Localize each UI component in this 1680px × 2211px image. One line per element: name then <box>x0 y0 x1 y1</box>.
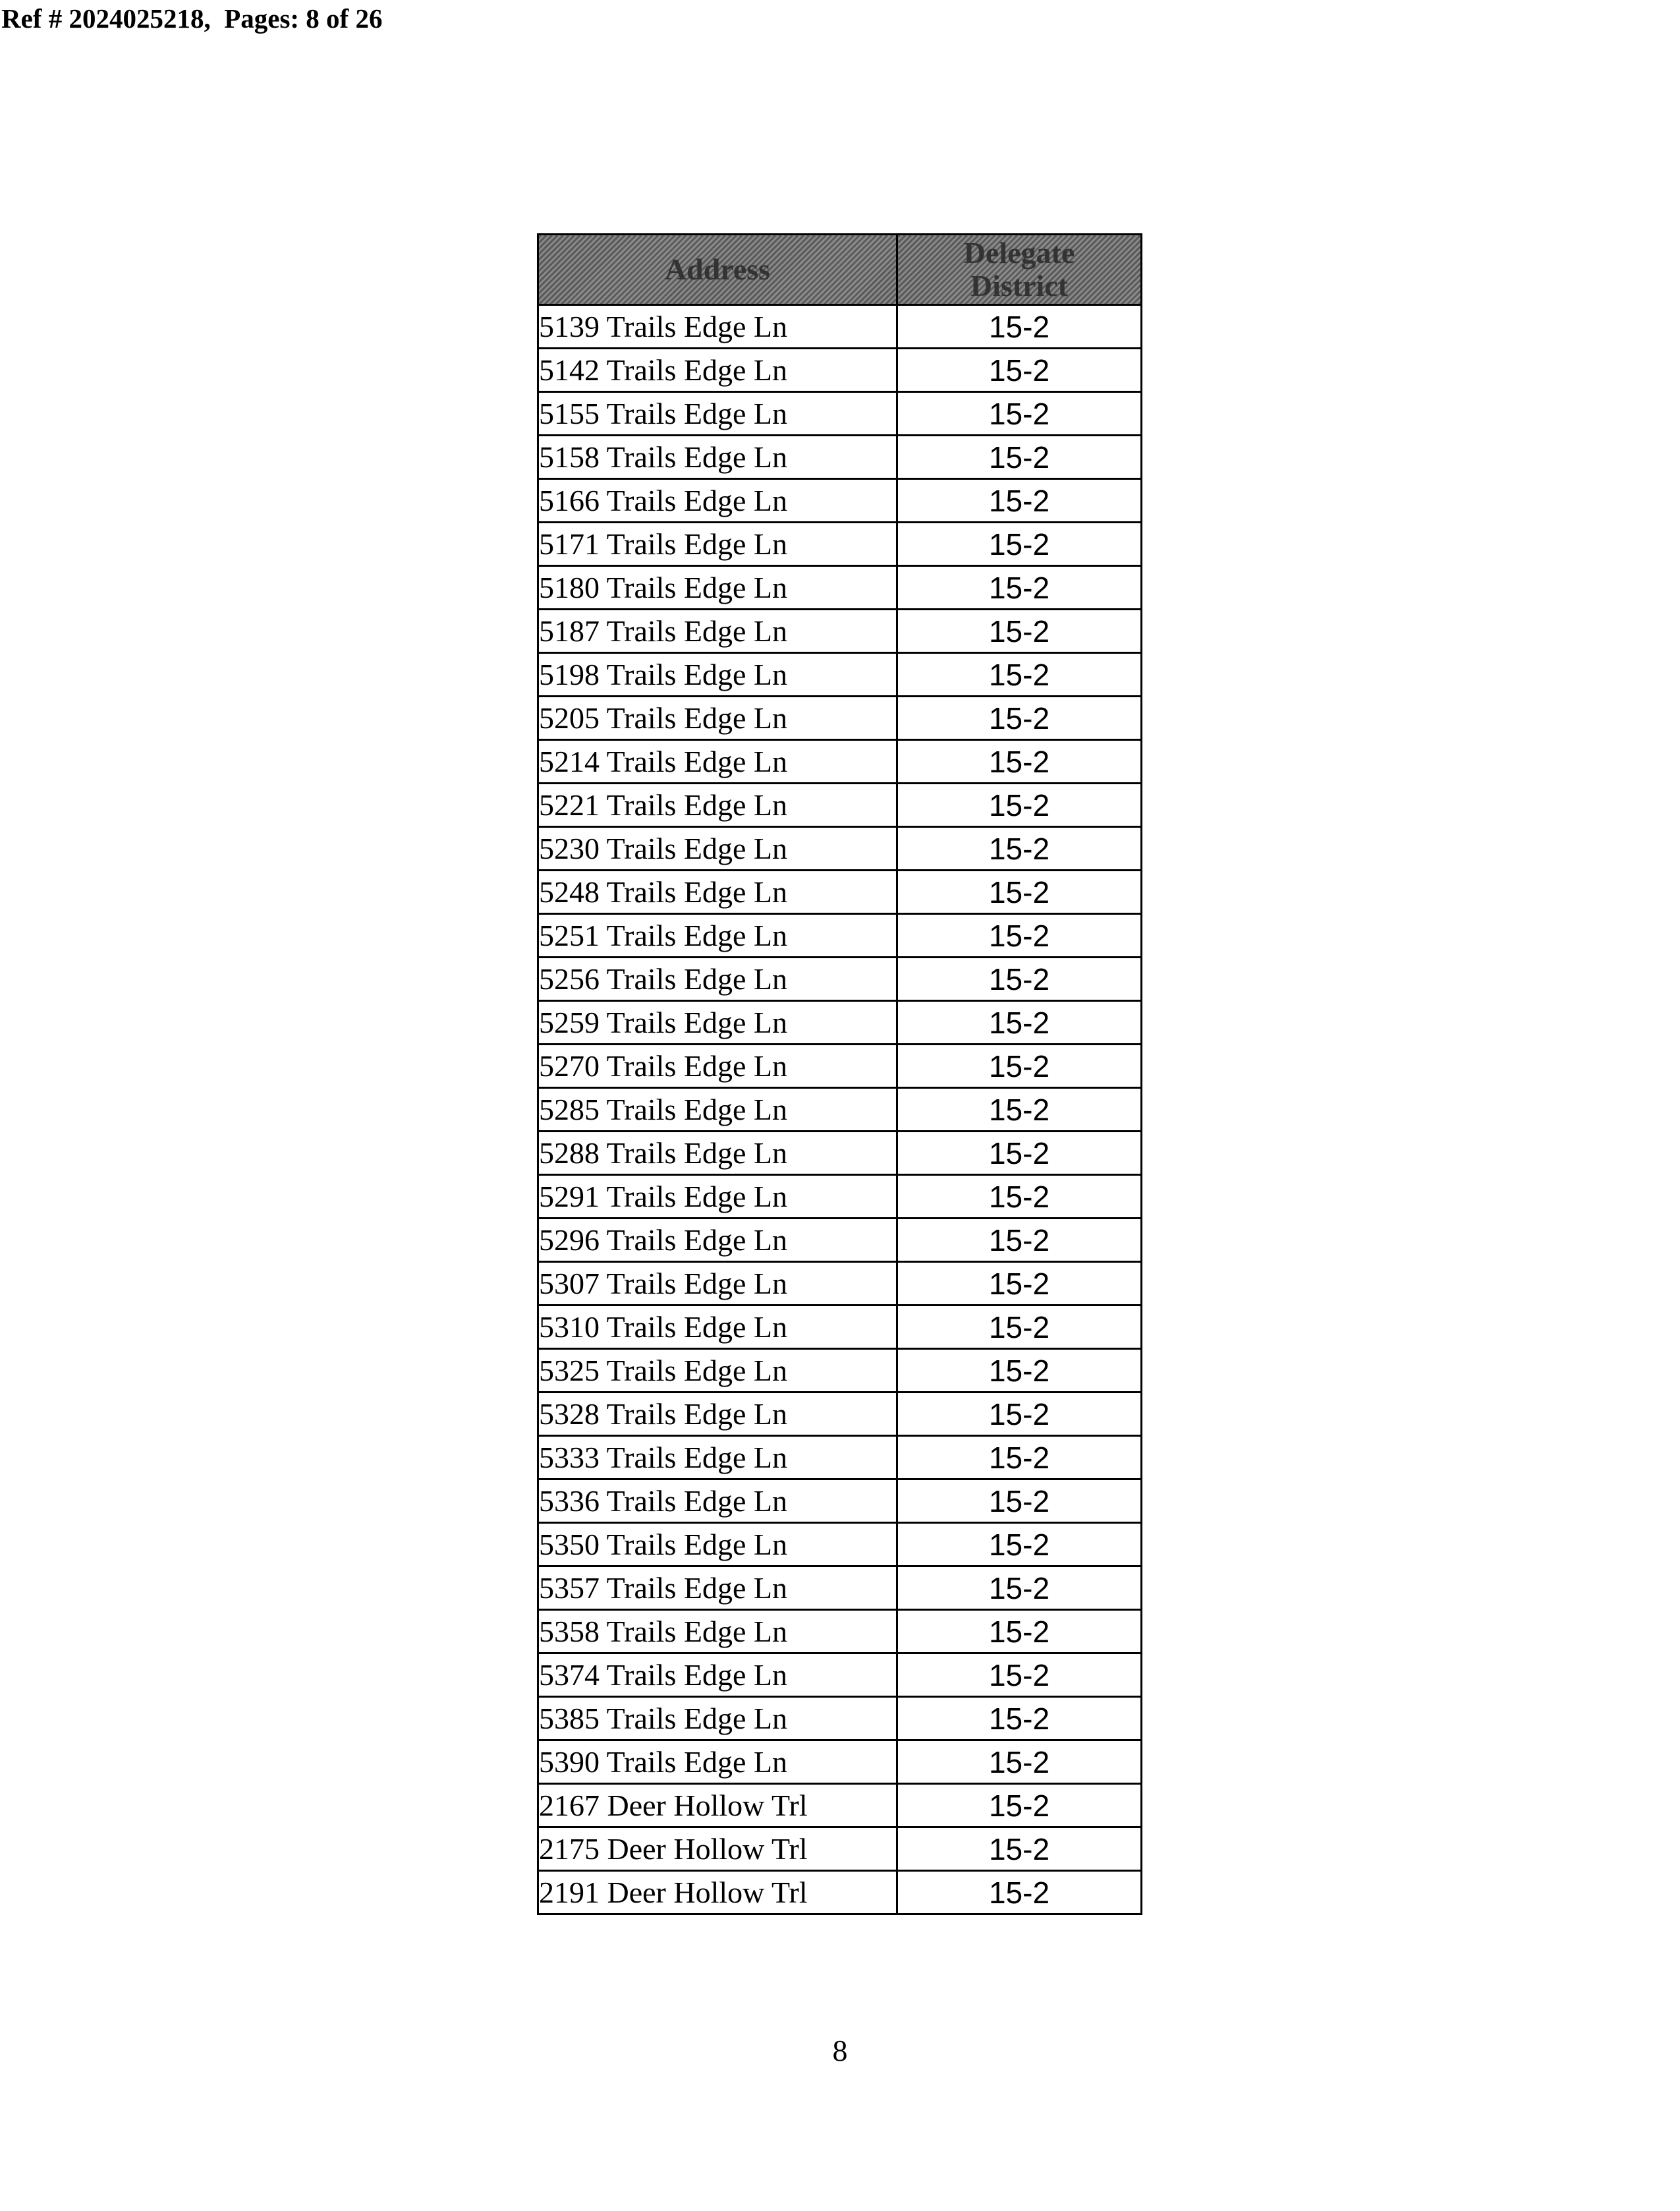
address-cell: 5291 Trails Edge Ln <box>538 1175 897 1219</box>
district-cell: 15-2 <box>897 523 1142 566</box>
address-cell: 5187 Trails Edge Ln <box>538 610 897 653</box>
table-row <box>538 1045 1142 1088</box>
district-cell: 15-2 <box>897 1262 1142 1306</box>
district-cell: 15-2 <box>897 392 1142 436</box>
address-cell: 5139 Trails Edge Ln <box>538 305 897 349</box>
address-cell: 5285 Trails Edge Ln <box>538 1088 897 1132</box>
address-cell: 5205 Trails Edge Ln <box>538 697 897 740</box>
district-cell: 15-2 <box>897 1784 1142 1827</box>
district-cell: 15-2 <box>897 1088 1142 1132</box>
address-cell: 5230 Trails Edge Ln <box>538 827 897 871</box>
address-cell: 5336 Trails Edge Ln <box>538 1479 897 1523</box>
address-cell: 5328 Trails Edge Ln <box>538 1393 897 1436</box>
district-cell: 15-2 <box>897 1045 1142 1088</box>
table-row <box>538 479 1142 523</box>
district-cell: 15-2 <box>897 1349 1142 1393</box>
table-row <box>538 305 1142 349</box>
address-cell: 5256 Trails Edge Ln <box>538 958 897 1001</box>
page-number: 8 <box>832 2034 848 2067</box>
district-cell: 15-2 <box>897 653 1142 697</box>
document-reference-header: Ref # 2024025218, Pages: 8 of 26 <box>1 3 383 34</box>
district-cell: 15-2 <box>897 305 1142 349</box>
address-cell: 5259 Trails Edge Ln <box>538 1001 897 1045</box>
address-cell: 5385 Trails Edge Ln <box>538 1697 897 1740</box>
address-cell: 5310 Trails Edge Ln <box>538 1306 897 1349</box>
table-row <box>538 871 1142 914</box>
address-cell: 2191 Deer Hollow Trl <box>538 1871 897 1914</box>
address-cell: 5350 Trails Edge Ln <box>538 1523 897 1566</box>
column-header-district-line-2: District <box>970 269 1069 302</box>
district-cell: 15-2 <box>897 871 1142 914</box>
district-cell: 15-2 <box>897 914 1142 958</box>
address-cell: 5374 Trails Edge Ln <box>538 1653 897 1697</box>
table-row <box>538 1132 1142 1175</box>
address-cell: 5288 Trails Edge Ln <box>538 1132 897 1175</box>
table-row <box>538 566 1142 610</box>
table-row <box>538 740 1142 784</box>
table-row <box>538 1088 1142 1132</box>
district-cell: 15-2 <box>897 349 1142 392</box>
table-row <box>538 436 1142 479</box>
table-row <box>538 958 1142 1001</box>
table-row <box>538 1436 1142 1479</box>
district-cell: 15-2 <box>897 1175 1142 1219</box>
district-cell: 15-2 <box>897 1566 1142 1610</box>
district-cell: 15-2 <box>897 1653 1142 1697</box>
address-cell: 5142 Trails Edge Ln <box>538 349 897 392</box>
table-row <box>538 523 1142 566</box>
district-cell: 15-2 <box>897 1306 1142 1349</box>
address-cell: 5248 Trails Edge Ln <box>538 871 897 914</box>
table-row <box>538 392 1142 436</box>
table-row <box>538 1349 1142 1393</box>
table-row <box>538 1393 1142 1436</box>
table-row <box>538 1219 1142 1262</box>
district-cell: 15-2 <box>897 827 1142 871</box>
table-row <box>538 1653 1142 1697</box>
district-cell: 15-2 <box>897 1436 1142 1479</box>
address-cell: 5358 Trails Edge Ln <box>538 1610 897 1653</box>
address-cell: 5270 Trails Edge Ln <box>538 1045 897 1088</box>
address-district-table <box>537 233 1142 1915</box>
table-row <box>538 1610 1142 1653</box>
address-cell: 5155 Trails Edge Ln <box>538 392 897 436</box>
district-cell: 15-2 <box>897 1479 1142 1523</box>
address-cell: 5166 Trails Edge Ln <box>538 479 897 523</box>
table-row <box>538 349 1142 392</box>
table-row <box>538 1306 1142 1349</box>
table-row <box>538 1262 1142 1306</box>
column-header-address <box>538 235 897 305</box>
district-cell: 15-2 <box>897 1132 1142 1175</box>
table-row <box>538 653 1142 697</box>
district-cell: 15-2 <box>897 436 1142 479</box>
address-cell: 2167 Deer Hollow Trl <box>538 1784 897 1827</box>
district-cell: 15-2 <box>897 1001 1142 1045</box>
district-cell: 15-2 <box>897 479 1142 523</box>
table-row <box>538 697 1142 740</box>
address-cell: 5221 Trails Edge Ln <box>538 784 897 827</box>
table-row <box>538 914 1142 958</box>
table-row <box>538 784 1142 827</box>
district-cell: 15-2 <box>897 1610 1142 1653</box>
table-header-row <box>538 235 1142 305</box>
district-cell: 15-2 <box>897 958 1142 1001</box>
column-header-address-label: Address <box>664 252 771 286</box>
district-cell: 15-2 <box>897 1827 1142 1871</box>
table-row <box>538 1566 1142 1610</box>
table-row <box>538 1479 1142 1523</box>
table-row <box>538 1175 1142 1219</box>
district-cell: 15-2 <box>897 610 1142 653</box>
table-row <box>538 827 1142 871</box>
table-row <box>538 1871 1142 1914</box>
district-cell: 15-2 <box>897 1740 1142 1784</box>
district-cell: 15-2 <box>897 1219 1142 1262</box>
address-cell: 5333 Trails Edge Ln <box>538 1436 897 1479</box>
district-cell: 15-2 <box>897 697 1142 740</box>
table-row <box>538 1784 1142 1827</box>
address-cell: 5307 Trails Edge Ln <box>538 1262 897 1306</box>
district-cell: 15-2 <box>897 1393 1142 1436</box>
table-row <box>538 1740 1142 1784</box>
address-cell: 5325 Trails Edge Ln <box>538 1349 897 1393</box>
address-cell: 5180 Trails Edge Ln <box>538 566 897 610</box>
address-cell: 5158 Trails Edge Ln <box>538 436 897 479</box>
district-cell: 15-2 <box>897 566 1142 610</box>
district-cell: 15-2 <box>897 1523 1142 1566</box>
district-cell: 15-2 <box>897 1871 1142 1914</box>
table-row <box>538 1001 1142 1045</box>
address-cell: 5214 Trails Edge Ln <box>538 740 897 784</box>
table-row <box>538 610 1142 653</box>
district-cell: 15-2 <box>897 1697 1142 1740</box>
district-cell: 15-2 <box>897 740 1142 784</box>
column-header-district-line-1: Delegate <box>963 236 1075 270</box>
address-cell: 5390 Trails Edge Ln <box>538 1740 897 1784</box>
address-cell: 5251 Trails Edge Ln <box>538 914 897 958</box>
address-cell: 5357 Trails Edge Ln <box>538 1566 897 1610</box>
table-body <box>538 305 1142 1914</box>
address-cell: 5296 Trails Edge Ln <box>538 1219 897 1262</box>
table-row <box>538 1827 1142 1871</box>
address-cell: 2175 Deer Hollow Trl <box>538 1827 897 1871</box>
address-cell: 5198 Trails Edge Ln <box>538 653 897 697</box>
table-row <box>538 1523 1142 1566</box>
table-row <box>538 1697 1142 1740</box>
column-header-delegate-district <box>897 235 1142 305</box>
address-cell: 5171 Trails Edge Ln <box>538 523 897 566</box>
district-cell: 15-2 <box>897 784 1142 827</box>
